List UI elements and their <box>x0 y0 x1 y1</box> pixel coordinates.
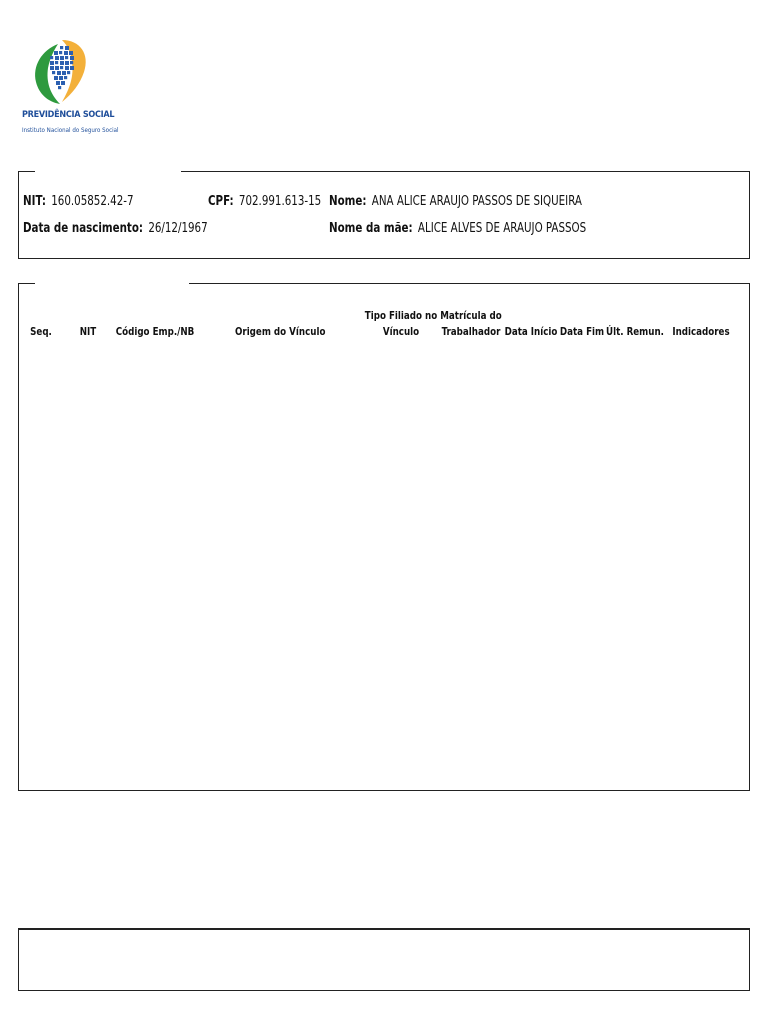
name-value: ANA ALICE ARAUJO PASSOS DE SIQUEIRA <box>371 194 582 209</box>
org-subtitle: Instituto Nacional do Seguro Social <box>22 126 119 134</box>
logo-emblem-icon <box>32 38 94 106</box>
column-header-line1: Tipo Filiado no <box>364 309 438 322</box>
employment-links-table <box>18 283 750 791</box>
column-header: NIT <box>79 325 97 338</box>
nit-label: NIT: <box>23 194 46 209</box>
birth-date-label: Data de nascimento: <box>23 221 144 236</box>
column-header: Últ. Remun. <box>606 325 664 338</box>
column-header: Data Início <box>504 325 558 338</box>
column-header-line2: Vínculo <box>382 325 420 338</box>
column-header-line1: Matrícula do <box>440 309 502 322</box>
column-header-line2: Trabalhador <box>441 325 501 338</box>
birth-date-value: 26/12/1967 <box>148 221 208 236</box>
mother-name-value: ALICE ALVES DE ARAUJO PASSOS <box>417 221 587 236</box>
nit-field <box>23 194 134 209</box>
name-label: Nome: <box>329 194 367 209</box>
column-header: Data Fim <box>559 325 605 338</box>
cpf-field <box>208 194 321 209</box>
mother-name-label: Nome da mãe: <box>329 221 413 236</box>
insured-info-panel <box>18 171 750 259</box>
name-field <box>329 194 582 209</box>
column-header: Origem do Vínculo <box>235 325 326 338</box>
column-header: Código Emp./NB <box>115 325 195 338</box>
cpf-label: CPF: <box>208 194 234 209</box>
nit-value: 160.05852.42-7 <box>51 194 134 209</box>
cpf-value: 702.991.613-15 <box>238 194 322 209</box>
mother-name-field <box>329 221 586 236</box>
birth-date-field <box>23 221 208 236</box>
footer-panel <box>18 928 750 991</box>
column-header: Seq. <box>30 325 52 338</box>
previdencia-social-logo <box>20 38 119 142</box>
org-name: PREVIDÊNCIA SOCIAL <box>22 110 115 120</box>
column-header: Indicadores <box>672 325 730 338</box>
